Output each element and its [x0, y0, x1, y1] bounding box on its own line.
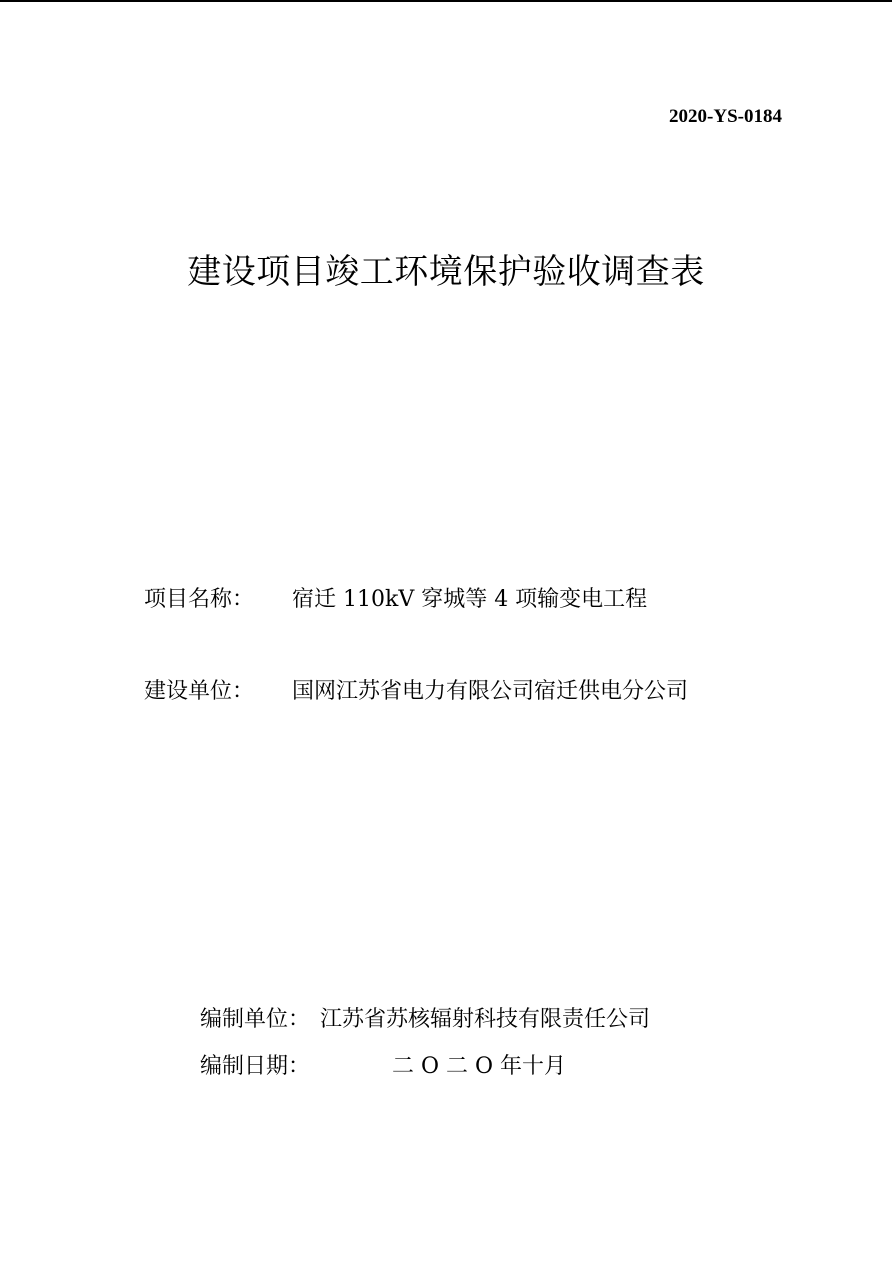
top-border-line	[0, 0, 892, 2]
project-name-label: 项目名称：	[144, 587, 255, 612]
document-number: 2020-YS-0184	[669, 106, 782, 127]
compiling-unit-value: 江苏省苏核辐射科技有限责任公司	[320, 1007, 651, 1032]
project-name-row	[144, 585, 844, 615]
compiling-date-label: 编制日期：	[200, 1054, 311, 1079]
construction-unit-label: 建设单位：	[144, 679, 255, 704]
construction-unit-row	[144, 677, 844, 707]
compiling-date-value: 二 O 二 O 年十月	[392, 1054, 567, 1079]
construction-unit-value: 国网江苏省电力有限公司宿迁供电分公司	[292, 679, 689, 704]
compiling-unit-row	[200, 1005, 800, 1035]
compiling-date-row	[200, 1052, 800, 1082]
compiling-unit-label: 编制单位：	[200, 1007, 311, 1032]
document-title: 建设项目竣工环境保护验收调查表	[187, 252, 705, 292]
project-name-value: 宿迁 110kV 穿城等 4 项输变电工程	[292, 587, 648, 612]
